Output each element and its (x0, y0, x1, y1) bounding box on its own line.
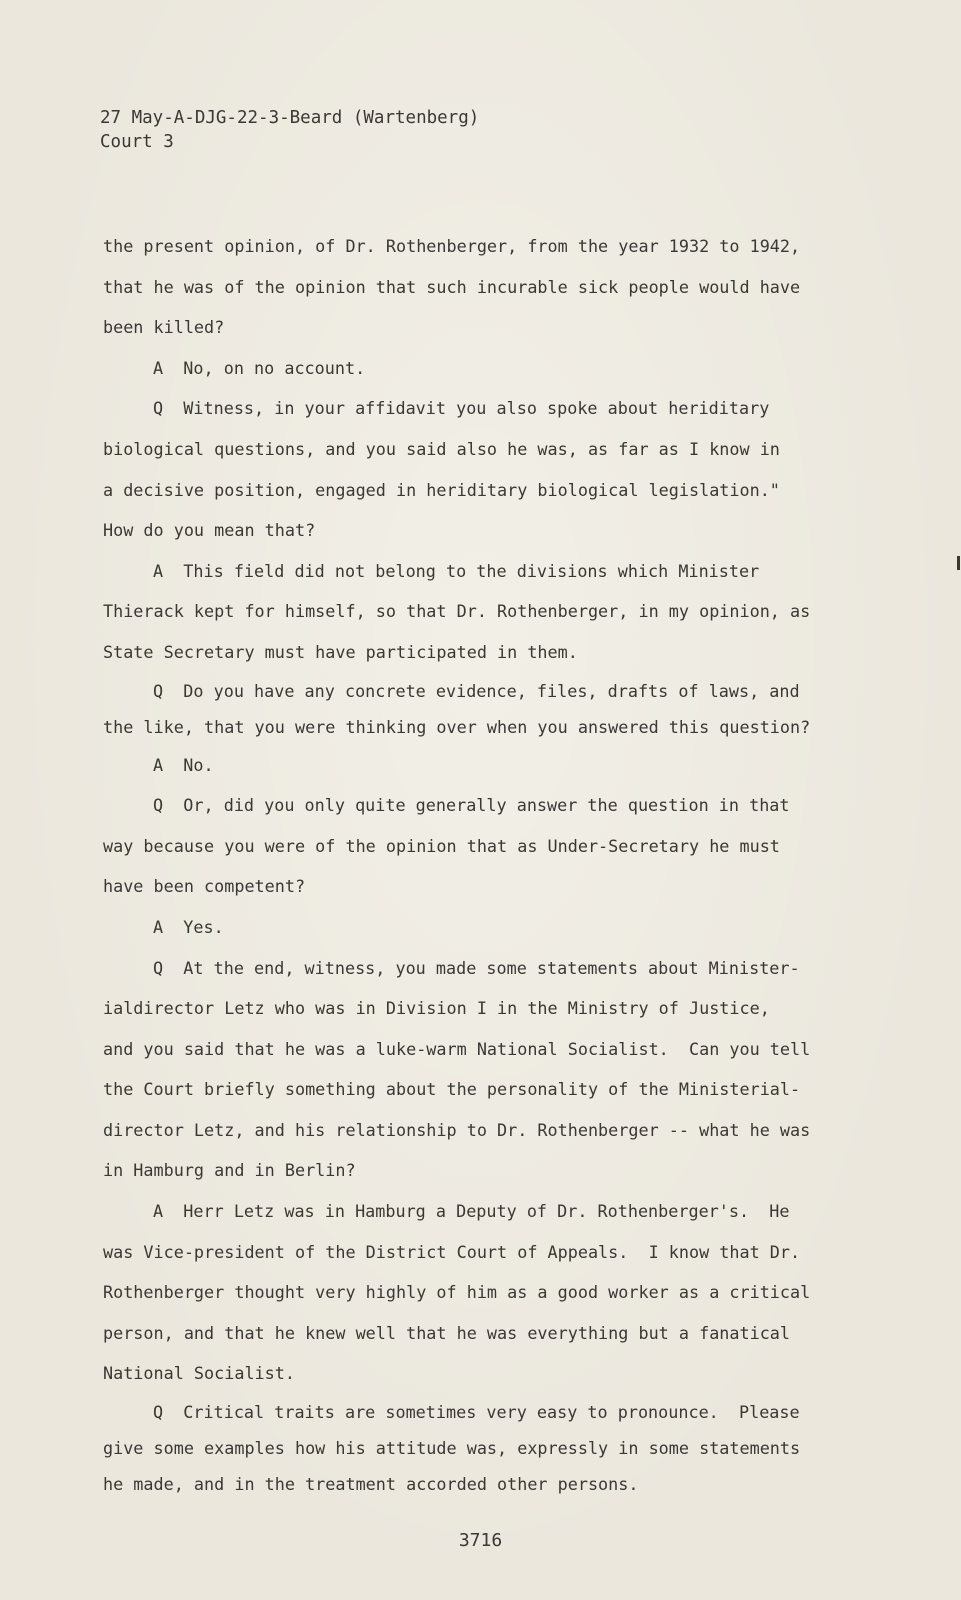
transcript-line: have been competent? (103, 876, 306, 897)
transcript-line: ialdirector Letz who was in Division I in the Ministry of Justice, (103, 998, 770, 1019)
transcript-line: the present opinion, of Dr. Rothenberger, from the year 1932 to 1942, (103, 236, 801, 256)
answer-line: A Yes. (153, 916, 224, 937)
header-court-line: Court 3 (100, 132, 174, 152)
transcript-line: National Socialist. (103, 1363, 295, 1384)
transcript-line: State Secretary must have participated in them. (103, 641, 578, 662)
question-line: Q Critical traits are sometimes very easy to pronounce. Please (153, 1402, 800, 1423)
answer-line: A This field did not belong to the divisions which Minister (153, 560, 760, 581)
question-line: Q Or, did you only quite generally answer the question in that (153, 795, 790, 816)
transcript-line: the like, that you were thinking over when you answered this question? (103, 716, 811, 737)
transcript-body (103, 226, 843, 1502)
transcript-line: How do you mean that? (103, 520, 316, 541)
transcript-line: person, and that he knew well that he was everything but a fanatical (103, 1322, 791, 1343)
transcript-line: and you said that he was a luke-warm National Socialist. Can you tell (103, 1038, 811, 1059)
transcript-line: give some examples how his attitude was, expressly in some statements (103, 1438, 801, 1459)
transcript-line: he made, and in the treatment accorded other persons. (103, 1474, 639, 1495)
answer-line: A No, on no account. (153, 357, 366, 378)
transcript-line: been killed? (103, 317, 225, 338)
header-session-line: 27 May-A-DJG-22-3-Beard (Wartenberg) (100, 108, 480, 128)
answer-line: A No. (153, 754, 214, 775)
transcript-line: way because you were of the opinion that as Under-Secretary he must (103, 835, 780, 856)
question-line: Q Do you have any concrete evidence, files, drafts of laws, and (153, 680, 800, 701)
transcript-line: in Hamburg and in Berlin? (103, 1160, 356, 1181)
margin-mark (957, 556, 960, 570)
transcript-line: that he was of the opinion that such incurable sick people would have (103, 276, 801, 297)
answer-line: A Herr Letz was in Hamburg a Deputy of Dr. Rothenberger's. He (153, 1201, 790, 1222)
transcript-line: was Vice-president of the District Court of Appeals. I know that Dr. (103, 1241, 801, 1262)
transcript-line: director Letz, and his relationship to Dr. Rothenberger -- what he was (103, 1119, 811, 1140)
transcript-line: Rothenberger thought very highly of him as a good worker as a critical (103, 1282, 811, 1303)
question-line: Q At the end, witness, you made some statements about Minister- (153, 957, 800, 978)
question-line: Q Witness, in your affidavit you also spoke about heriditary (153, 398, 770, 419)
document-header (100, 106, 479, 154)
transcript-line: a decisive position, engaged in heriditary biological legislation." (103, 479, 780, 500)
transcript-line: biological questions, and you said also he was, as far as I know in (103, 438, 780, 459)
page-number: 3716 (458, 1530, 503, 1551)
transcript-line: Thierack kept for himself, so that Dr. Rothenberger, in my opinion, as (103, 601, 811, 622)
transcript-line: the Court briefly something about the personality of the Ministerial- (103, 1079, 801, 1100)
